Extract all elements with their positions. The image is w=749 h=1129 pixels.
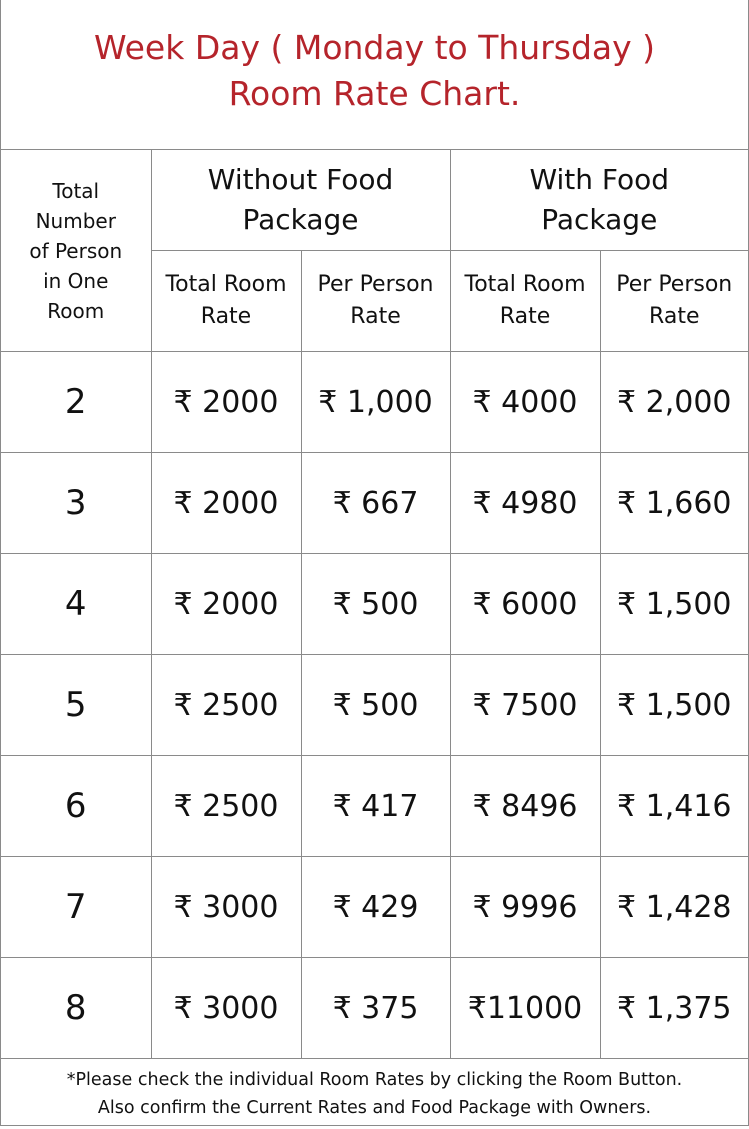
header-wo-per-person-rate xyxy=(301,251,450,352)
cell-wo-per: ₹ 417 xyxy=(301,756,450,857)
table-row xyxy=(1,554,748,655)
header-wo-total-room-rate xyxy=(151,251,301,352)
cell-w-per: ₹ 1,500 xyxy=(600,655,748,756)
table-row xyxy=(1,655,748,756)
footnote xyxy=(1,1059,748,1129)
table-row xyxy=(1,958,748,1059)
cell-wo-per: ₹ 1,000 xyxy=(301,352,450,453)
cell-w-total: ₹ 7500 xyxy=(450,655,600,756)
header-line: Per Person xyxy=(317,272,434,297)
header-line: Rate xyxy=(350,304,401,329)
cell-persons: 6 xyxy=(1,756,151,857)
cell-w-per: ₹ 1,375 xyxy=(600,958,748,1059)
cell-w-per: ₹ 2,000 xyxy=(600,352,748,453)
header-with-food-line: With Food xyxy=(529,163,670,196)
header-w-per-person-rate xyxy=(600,251,748,352)
footnote-line-1: *Please check the individual Room Rates by clicking the Room Button. xyxy=(66,1070,683,1090)
cell-wo-total: ₹ 2000 xyxy=(151,453,301,554)
table-row xyxy=(1,857,748,958)
cell-persons: 4 xyxy=(1,554,151,655)
room-rate-table xyxy=(1,150,748,1059)
cell-w-per: ₹ 1,660 xyxy=(600,453,748,554)
cell-w-total: ₹ 4000 xyxy=(450,352,600,453)
header-line: Rate xyxy=(649,304,700,329)
cell-w-total: ₹ 8496 xyxy=(450,756,600,857)
header-line: Rate xyxy=(200,304,252,329)
cell-w-total: ₹ 6000 xyxy=(450,554,600,655)
header-persons-line: of Person xyxy=(29,238,123,263)
header-line: Per Person xyxy=(616,272,733,297)
cell-wo-per: ₹ 429 xyxy=(301,857,450,958)
cell-wo-total: ₹ 2000 xyxy=(151,554,301,655)
table-row xyxy=(1,756,748,857)
header-persons-line: in One xyxy=(43,268,109,293)
page-title xyxy=(1,0,748,150)
header-persons-line: Room xyxy=(47,298,105,323)
cell-wo-total: ₹ 2500 xyxy=(151,756,301,857)
header-persons-line: Total xyxy=(52,178,100,203)
title-line-1: Week Day ( Monday to Thursday ) xyxy=(93,27,656,67)
cell-wo-per: ₹ 667 xyxy=(301,453,450,554)
cell-wo-total: ₹ 2000 xyxy=(151,352,301,453)
table-row xyxy=(1,453,748,554)
cell-persons: 3 xyxy=(1,453,151,554)
title-line-2: Room Rate Chart. xyxy=(228,73,521,113)
cell-wo-total: ₹ 3000 xyxy=(151,857,301,958)
header-persons xyxy=(1,150,151,352)
cell-w-per: ₹ 1,428 xyxy=(600,857,748,958)
header-without-food-line: Without Food xyxy=(207,163,394,196)
cell-w-total: ₹ 4980 xyxy=(450,453,600,554)
table-row xyxy=(1,352,748,453)
header-line: Rate xyxy=(499,304,551,329)
cell-wo-per: ₹ 375 xyxy=(301,958,450,1059)
cell-wo-per: ₹ 500 xyxy=(301,655,450,756)
header-with-food xyxy=(450,150,748,251)
footnote-line-2: Also confirm the Current Rates and Food Package with Owners. xyxy=(97,1098,652,1118)
header-with-food-line: Package xyxy=(541,203,658,236)
header-persons-line: Number xyxy=(35,208,116,233)
header-line: Total Room xyxy=(464,272,586,297)
header-line: Total Room xyxy=(165,272,287,297)
cell-persons: 8 xyxy=(1,958,151,1059)
header-without-food-line: Package xyxy=(242,203,359,236)
header-w-total-room-rate xyxy=(450,251,600,352)
cell-wo-total: ₹ 3000 xyxy=(151,958,301,1059)
cell-w-per: ₹ 1,416 xyxy=(600,756,748,857)
cell-wo-per: ₹ 500 xyxy=(301,554,450,655)
header-without-food xyxy=(151,150,450,251)
cell-persons: 5 xyxy=(1,655,151,756)
cell-wo-total: ₹ 2500 xyxy=(151,655,301,756)
cell-w-total: ₹ 9996 xyxy=(450,857,600,958)
cell-w-per: ₹ 1,500 xyxy=(600,554,748,655)
cell-persons: 2 xyxy=(1,352,151,453)
cell-w-total: ₹11000 xyxy=(450,958,600,1059)
cell-persons: 7 xyxy=(1,857,151,958)
